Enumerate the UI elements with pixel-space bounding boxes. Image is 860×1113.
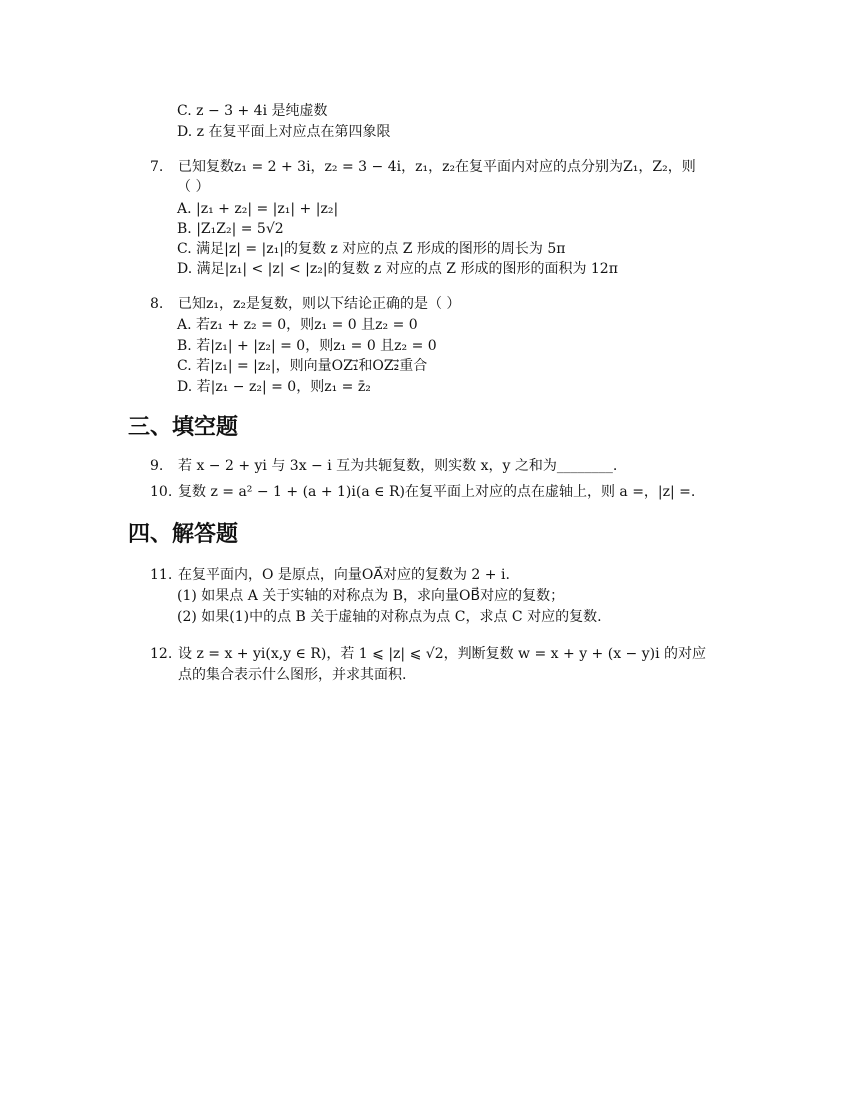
q7-stem-continued: （ ）	[177, 179, 210, 195]
q10-number: 10.	[150, 484, 173, 500]
q12-text: 设 z = x + yi(x,y ∈ R)，若 1 ⩽ |z| ⩽ √2，判断复数 w = x + y + (x − y)i 的对应	[178, 646, 707, 662]
q12-number: 12.	[150, 646, 173, 662]
q11-part-1: (1) 如果点 A 关于实轴的对称点为 B，求向量OB⃗对应的复数；	[177, 588, 565, 604]
q12	[150, 644, 706, 664]
q10	[150, 482, 695, 502]
q7-number: 7.	[150, 159, 164, 175]
q8-stem	[150, 294, 460, 314]
q6-option-d: D. z 在复平面上对应点在第四象限	[177, 124, 391, 140]
q12-text-continued: 点的集合表示什么图形，并求其面积.	[178, 667, 407, 683]
q8-option-a: A. 若z₁ + z₂ = 0，则z₁ = 0 且z₂ = 0	[177, 317, 418, 333]
q8-option-c: C. 若|z₁| = |z₂|，则向量OZ₁⃗和OZ₂⃗重合	[177, 358, 428, 374]
q9	[150, 456, 617, 476]
q6-option-c: C. z − 3 + 4i 是纯虚数	[177, 103, 328, 119]
q7-stem-text: 已知复数z₁ = 2 + 3i，z₂ = 3 − 4i，z₁，z₂在复平面内对应的点分别为Z₁，Z₂，则	[178, 159, 696, 175]
section-4-heading: 四、解答题	[128, 522, 239, 547]
q9-text: 若 x − 2 + yi 与 3x − i 互为共轭复数，则实数 x，y 之和为________.	[178, 458, 618, 474]
q7-option-d: D. 满足|z₁| < |z| < |z₂|的复数 z 对应的点 Z 形成的图形的面积为 12π	[177, 261, 618, 277]
q7-option-b: B. |Z₁Z₂| = 5√2	[177, 221, 284, 237]
q7-stem	[150, 157, 696, 177]
q7-option-c: C. 满足|z| = |z₁|的复数 z 对应的点 Z 形成的图形的周长为 5π	[177, 241, 566, 257]
q8-stem-text: 已知z₁，z₂是复数，则以下结论正确的是（ ）	[178, 296, 461, 312]
q7-option-a: A. |z₁ + z₂| = |z₁| + |z₂|	[177, 201, 339, 217]
section-3-heading: 三、填空题	[128, 415, 239, 440]
q11-number: 11.	[150, 567, 173, 583]
q8-option-d: D. 若|z₁ − z₂| = 0，则z₁ = z̄₂	[177, 379, 371, 395]
q11-part-2: (2) 如果(1)中的点 B 关于虚轴的对称点为点 C，求点 C 对应的复数.	[177, 609, 602, 625]
q11	[150, 565, 510, 585]
q8-option-b: B. 若|z₁| + |z₂| = 0，则z₁ = 0 且z₂ = 0	[177, 338, 437, 354]
q10-text: 复数 z = a² − 1 + (a + 1)i(a ∈ R)在复平面上对应的点在虚轴上，则 a =，|z| =.	[178, 484, 696, 500]
q9-number: 9.	[150, 458, 164, 474]
q8-number: 8.	[150, 296, 164, 312]
q11-text: 在复平面内，O 是原点，向量OA⃗对应的复数为 2 + i.	[178, 567, 510, 583]
